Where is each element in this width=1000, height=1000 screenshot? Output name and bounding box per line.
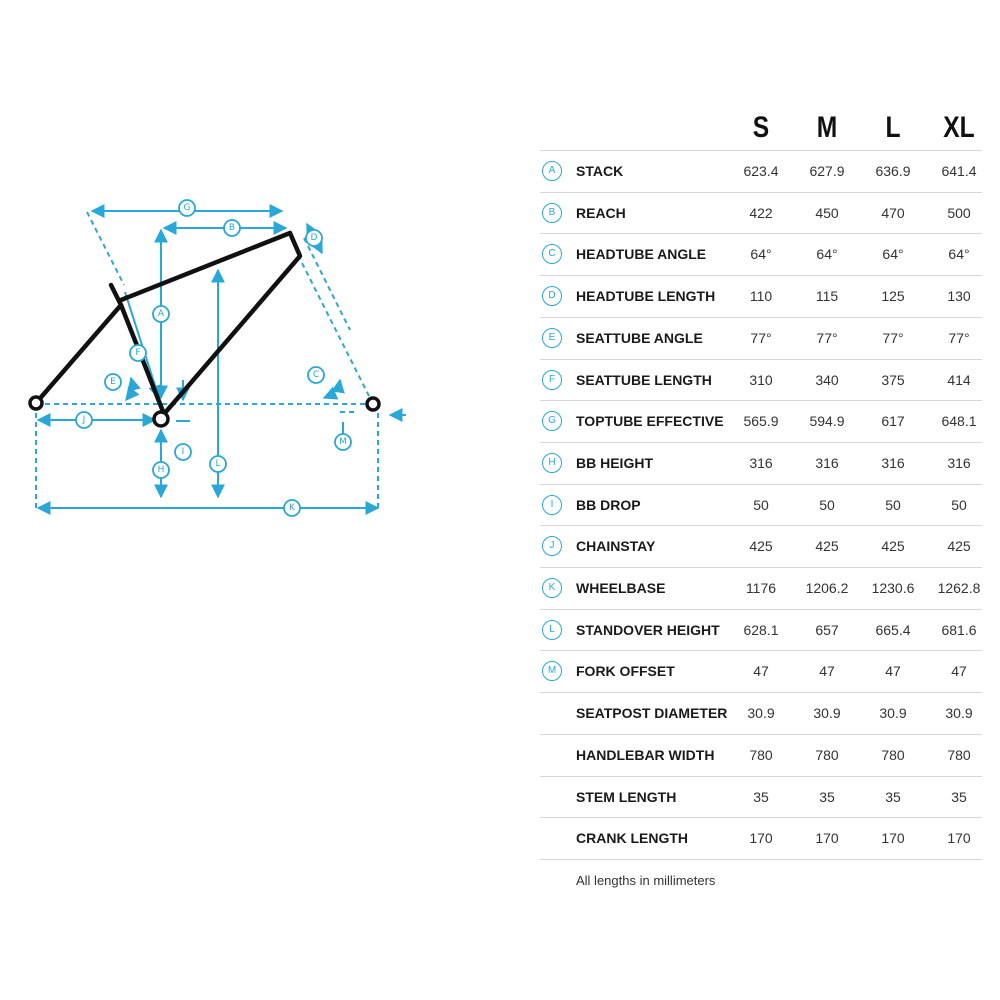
row-value: 170 [815,830,839,847]
row-label: STACK [576,163,624,179]
row-value: 130 [947,288,971,305]
row-badge: K [542,578,562,598]
row-value: 425 [881,538,905,555]
row-label: SEATPOST DIAMETER [576,705,728,722]
table-row [540,567,982,610]
rear-axle [30,397,42,409]
row-badge: I [542,495,562,515]
row-value: 1262.8 [937,580,981,596]
row-badge: J [542,536,562,556]
table-row [540,359,982,402]
bottom-bracket [154,412,168,426]
row-value: 500 [947,204,971,221]
row-badge: A [542,161,562,181]
row-value: 110 [749,288,773,305]
row-value: 50 [951,496,967,513]
row-value: 64° [948,246,970,263]
row-value: 30.9 [747,705,775,722]
row-value: 35 [951,788,967,805]
table-row [540,609,982,652]
row-badge: G [542,411,562,431]
table-row [540,776,982,819]
table-row [540,317,982,360]
row-label: HEADTUBE ANGLE [576,246,707,263]
badge-a [153,306,169,322]
row-value: 50 [885,496,901,513]
row-badge: M [542,661,562,681]
size-xl: XL [943,111,975,144]
row-value: 47 [819,663,835,680]
row-value: 316 [749,454,773,471]
table-row [540,233,982,276]
row-value: 780 [749,746,773,763]
table-row [540,192,982,235]
svg-text:K: K [289,503,295,513]
row-badge: B [542,203,562,223]
size-s: S [752,111,770,144]
badge-d [306,230,322,246]
frame-geometry-diagram [0,0,520,560]
row-label: STANDOVER HEIGHT [576,621,720,638]
row-value: 316 [881,454,905,471]
row-value: 30.9 [813,705,841,722]
row-value: 594.9 [809,413,845,430]
row-value: 1230.6 [871,580,915,596]
table-row [540,817,982,860]
badge-h [153,462,169,478]
row-value: 780 [947,746,971,763]
row-badge: C [542,244,562,264]
row-badge: E [542,328,562,348]
table-row [540,734,982,777]
row-value: 1206.2 [805,580,849,596]
row-badge: H [542,453,562,473]
row-value: 641.4 [941,163,977,179]
row-value: 115 [815,288,839,305]
row-label: BB HEIGHT [576,454,653,471]
svg-text:H: H [157,465,165,475]
svg-text:M: M [339,437,347,447]
units-footnote: All lengths in millimeters [576,872,716,888]
row-value: 170 [881,830,905,847]
row-value: 623.4 [743,163,779,179]
row-value: 470 [881,204,905,221]
row-value: 50 [819,496,835,513]
row-value: 627.9 [809,163,845,179]
row-value: 681.6 [941,621,977,638]
row-value: 77° [948,329,970,346]
table-row [540,484,982,527]
table-row [540,442,982,485]
table-row [540,525,982,568]
row-value: 77° [816,329,838,346]
row-value: 47 [885,663,901,680]
row-value: 636.9 [875,163,911,179]
row-label: SEATTUBE ANGLE [576,329,703,346]
row-value: 425 [815,538,839,555]
row-label: HEADTUBE LENGTH [576,288,716,305]
row-label: REACH [576,204,626,221]
row-value: 30.9 [879,705,907,722]
badge-f [130,345,146,361]
row-value: 648.1 [941,413,977,430]
badge-m [335,434,351,450]
row-value: 617 [881,413,905,430]
table-row [540,650,982,693]
svg-text:D: D [310,233,318,243]
svg-text:I: I [181,447,185,457]
row-value: 425 [749,538,773,555]
row-value: 35 [753,788,769,805]
row-value: 425 [947,538,971,555]
row-value: 422 [749,204,773,221]
badge-l [210,456,226,472]
row-value: 375 [881,371,905,388]
badge-g [179,200,195,216]
size-l: L [885,111,901,144]
row-label: WHEELBASE [576,580,666,596]
svg-text:J: J [82,415,86,425]
row-value: 30.9 [945,705,973,722]
row-value: 340 [815,371,839,388]
row-value: 565.9 [743,413,779,430]
row-badge: D [542,286,562,306]
row-value: 64° [882,246,904,263]
row-value: 310 [749,371,773,388]
row-value: 450 [815,204,839,221]
table-row [540,275,982,318]
row-value: 47 [753,663,769,680]
row-value: 414 [947,371,971,388]
table-row [540,400,982,443]
row-value: 77° [882,329,904,346]
row-value: 77° [750,329,772,346]
table-bottom-rule [540,859,982,860]
svg-text:A: A [157,309,165,319]
svg-text:E: E [110,377,116,387]
svg-text:G: G [183,203,191,213]
badge-j [76,412,92,428]
row-badge: L [542,620,562,640]
row-value: 1176 [745,580,777,596]
badge-i [175,444,191,460]
row-label: BB DROP [576,496,641,513]
svg-text:C: C [312,370,320,380]
row-value: 50 [753,496,769,513]
badge-c [308,367,324,383]
row-value: 47 [951,663,967,680]
badge-e [105,374,121,390]
row-value: 64° [816,246,838,263]
svg-text:L: L [215,459,221,469]
svg-text:B: B [228,223,236,233]
row-label: FORK OFFSET [576,663,675,680]
badge-k [284,500,300,516]
row-label: CHAINSTAY [576,538,656,555]
row-label: TOPTUBE EFFECTIVE [576,413,724,430]
row-value: 170 [947,830,971,847]
row-value: 316 [947,454,971,471]
row-value: 780 [815,746,839,763]
badge-b [224,220,240,236]
row-value: 665.4 [875,621,911,638]
table-row [540,150,982,193]
row-value: 35 [885,788,901,805]
row-label: HANDLEBAR WIDTH [576,746,715,763]
row-value: 35 [819,788,835,805]
row-value: 657 [815,621,839,638]
front-axle [367,398,379,410]
row-value: 316 [815,454,839,471]
size-m: M [816,111,838,144]
row-value: 780 [881,746,905,763]
table-row [540,692,982,735]
row-badge: F [542,370,562,390]
row-value: 170 [749,830,773,847]
row-value: 125 [881,288,905,305]
row-label: STEM LENGTH [576,788,677,805]
row-label: CRANK LENGTH [576,830,688,847]
row-value: 628.1 [743,621,779,638]
svg-text:F: F [135,348,141,358]
row-value: 64° [750,246,772,263]
row-label: SEATTUBE LENGTH [576,371,712,388]
